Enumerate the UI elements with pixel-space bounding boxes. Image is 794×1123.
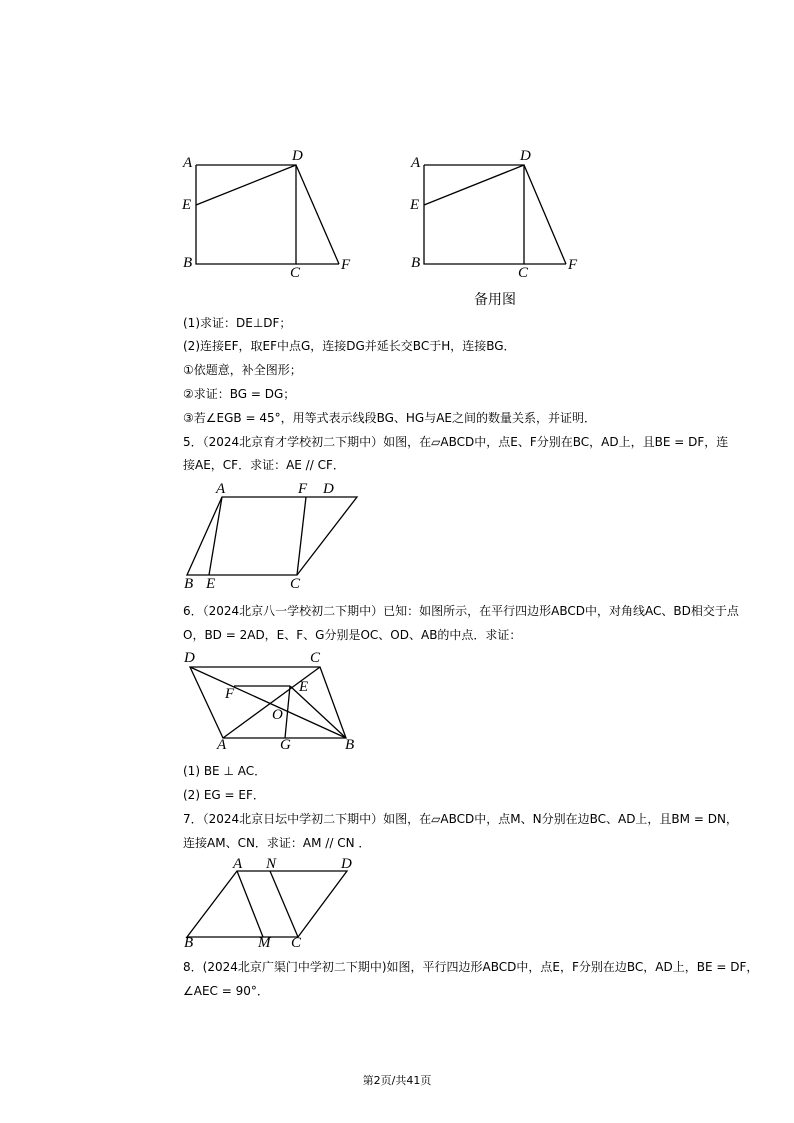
segment-am bbox=[237, 871, 263, 937]
q6-label-o: O bbox=[272, 707, 283, 723]
q6-text-line-2: O，BD = 2AD，E、F、G分别是OC、OD、AB的中点．求证： bbox=[183, 628, 522, 642]
diagonal-bd bbox=[190, 667, 346, 738]
segment-de-2 bbox=[424, 165, 524, 205]
segment-de bbox=[196, 165, 296, 205]
q5-label-f: F bbox=[298, 481, 308, 497]
label-e-2: E bbox=[410, 197, 420, 213]
q6-label-c: C bbox=[310, 650, 321, 666]
label-c-2: C bbox=[518, 265, 529, 281]
q7-text-line-1: 7．（2024北京日坛中学初二下期中）如图，在▱ABCD中，点M、N分别在边BC、AD上，且BM = DN， bbox=[183, 812, 738, 826]
square-abcd bbox=[196, 165, 296, 264]
label-a-2: A bbox=[411, 155, 421, 171]
label-d: D bbox=[292, 148, 303, 164]
label-c: C bbox=[290, 265, 301, 281]
q5-label-b: B bbox=[184, 576, 194, 592]
label-e: E bbox=[182, 197, 192, 213]
label-b-2: B bbox=[411, 255, 421, 271]
q4-sub-2: ②求证：BG = DG； bbox=[183, 387, 296, 401]
q7-label-m: M bbox=[258, 935, 271, 951]
q5-text-line-2: 接AE，CF．求证：AE // CF． bbox=[183, 458, 345, 472]
q7-label-c: C bbox=[291, 935, 302, 951]
segment-cf bbox=[297, 497, 306, 575]
q4-part-1: (1)求证：DE⊥DF； bbox=[183, 316, 292, 330]
q8-text-line-2: ∠AEC = 90°． bbox=[183, 984, 269, 998]
label-d-2: D bbox=[520, 148, 531, 164]
square-abcd-2 bbox=[424, 165, 524, 264]
figure-2-backup-diagram bbox=[403, 148, 588, 283]
q5-label-d: D bbox=[323, 481, 334, 497]
q6-label-g: G bbox=[280, 737, 291, 753]
q4-sub-1: ①依题意，补全图形； bbox=[183, 363, 302, 377]
q6-text-line-1: 6．（2024北京八一学校初二下期中）已知：如图所示，在平行四边形ABCD中，对角线AC、BD相交于点 bbox=[183, 604, 739, 618]
q7-text-line-2: 连接AM、CN．求证：AM // CN ． bbox=[183, 836, 371, 850]
q5-label-c: C bbox=[290, 576, 301, 592]
label-f-2: F bbox=[568, 257, 578, 273]
parallelogram-abcd bbox=[187, 497, 357, 575]
parallelogram-abcd-q7 bbox=[187, 871, 347, 937]
q6-part-2: (2) EG = EF． bbox=[183, 788, 265, 802]
segment-df bbox=[296, 165, 339, 264]
q7-label-a: A bbox=[233, 856, 243, 872]
q6-label-b: B bbox=[345, 737, 355, 753]
q5-label-e: E bbox=[206, 576, 216, 592]
segment-df-2 bbox=[524, 165, 566, 264]
q6-label-e: E bbox=[299, 679, 309, 695]
q7-label-n: N bbox=[266, 856, 277, 872]
q6-label-d: D bbox=[184, 650, 195, 666]
q7-label-d: D bbox=[341, 856, 352, 872]
q5-text-line-1: 5．（2024北京育才学校初二下期中）如图，在▱ABCD中，点E、F分别在BC，AD上，且BE = DF，连 bbox=[183, 435, 729, 449]
q4-part-2: (2)连接EF，取EF中点G，连接DG并延长交BC于H，连接BG． bbox=[183, 339, 516, 353]
q4-sub-3: ③若∠EGB = 45°，用等式表示线段BG、HG与AE之间的数量关系，并证明． bbox=[183, 411, 597, 425]
q7-label-b: B bbox=[184, 935, 194, 951]
label-b: B bbox=[183, 255, 193, 271]
label-f: F bbox=[341, 257, 351, 273]
q8-text-line-1: 8．(2024北京广渠门中学初二下期中)如图，平行四边形ABCD中，点E，F分别在边BC，AD上，BE = DF， bbox=[183, 960, 759, 974]
label-a: A bbox=[183, 155, 193, 171]
segment-ae bbox=[209, 497, 222, 575]
q6-part-1: (1) BE ⊥ AC． bbox=[183, 764, 267, 778]
diagonal-ac bbox=[223, 667, 320, 738]
backup-figure-caption: 备用图 bbox=[474, 292, 516, 308]
page-footer: 第2页/共41页 bbox=[362, 1074, 432, 1087]
q6-label-a: A bbox=[217, 737, 227, 753]
figure-q5-parallelogram bbox=[175, 480, 375, 595]
figure-1-square-diagram bbox=[175, 148, 360, 283]
segment-cn bbox=[270, 871, 298, 937]
q6-label-f: F bbox=[225, 686, 235, 702]
q5-label-a: A bbox=[216, 481, 226, 497]
